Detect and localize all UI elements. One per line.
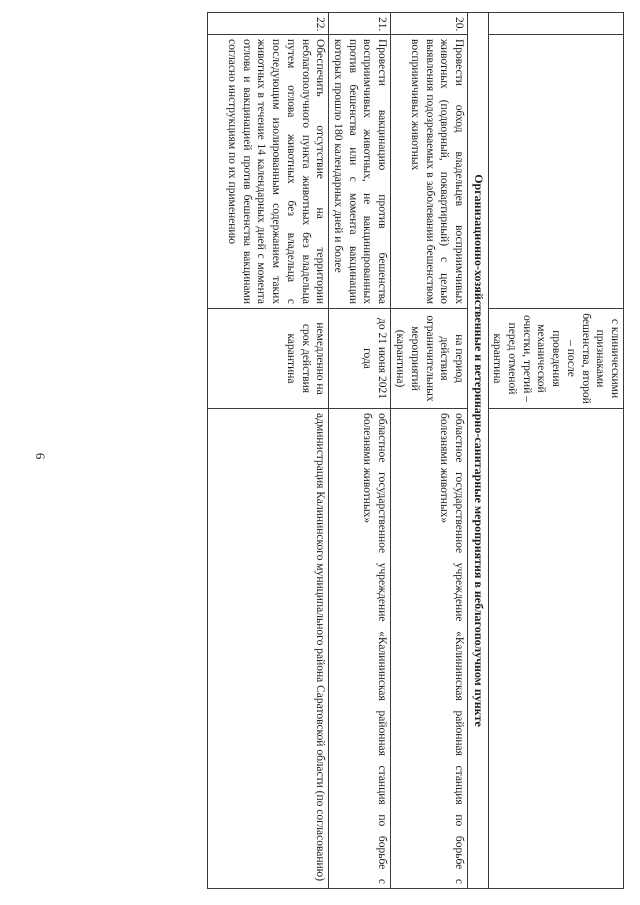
- cell-number: 20.: [391, 13, 468, 35]
- cell-action: Провести обход владельцев восприимчивых животных (подворный, поквартирный) с целью выявления подозреваемых в заболевании бешенством восприимчивых животных: [391, 35, 468, 309]
- table-row: [391, 13, 468, 889]
- table-row: [329, 13, 391, 889]
- cell-term: до 21 июня 2021 года: [329, 309, 391, 409]
- table-row-continued: [488, 13, 623, 889]
- cell-number: 22.: [208, 13, 329, 35]
- cell-action: [488, 35, 623, 309]
- cell-executor: областное государственное учреждение «Калининская районная станция по борьбе с болезнями животных»: [391, 409, 468, 889]
- cell-executor: [488, 409, 623, 889]
- cell-number: [488, 13, 623, 35]
- cell-number: 21.: [329, 13, 391, 35]
- cell-term: на период действия ограничительных мероприятий (карантина): [391, 309, 468, 409]
- cell-term: с клиническими признаками бешенства, второй – после проведения механической очистки, третий – перед отменой карантина: [488, 309, 623, 409]
- cell-term: немедленно на срок действия карантина: [208, 309, 329, 409]
- page-number: 6: [33, 452, 48, 460]
- section-header: Организационно-хозяйственные и ветеринарно-санитарные мероприятия в неблагополучном пункте: [468, 13, 488, 889]
- measures-table: [207, 12, 624, 889]
- cell-action: Обеспечить отсутствие на территории неблагополучного пункта животных без владельца путем отлова животных без владельца с последующим изолированным содержанием таких животных в течение 14 календарных дней с момента отлова и вакцинацией против бешенства вакцинами согласно инструкциям по их применению: [208, 35, 329, 309]
- cell-executor: областное государственное учреждение «Калининская районная станция по борьбе с болезнями животных»: [329, 409, 391, 889]
- rotated-page-content: [90, 0, 640, 905]
- cell-action: Провести вакцинацию против бешенства восприимчивых животных, не вакцинированных против бешенства или с момента вакцинации которых прошло 180 календарных дней и более: [329, 35, 391, 309]
- section-header-row: [468, 13, 488, 889]
- cell-executor: администрация Калининского муниципального района Саратовской области (по согласованию): [208, 409, 329, 889]
- table-row: [208, 13, 329, 889]
